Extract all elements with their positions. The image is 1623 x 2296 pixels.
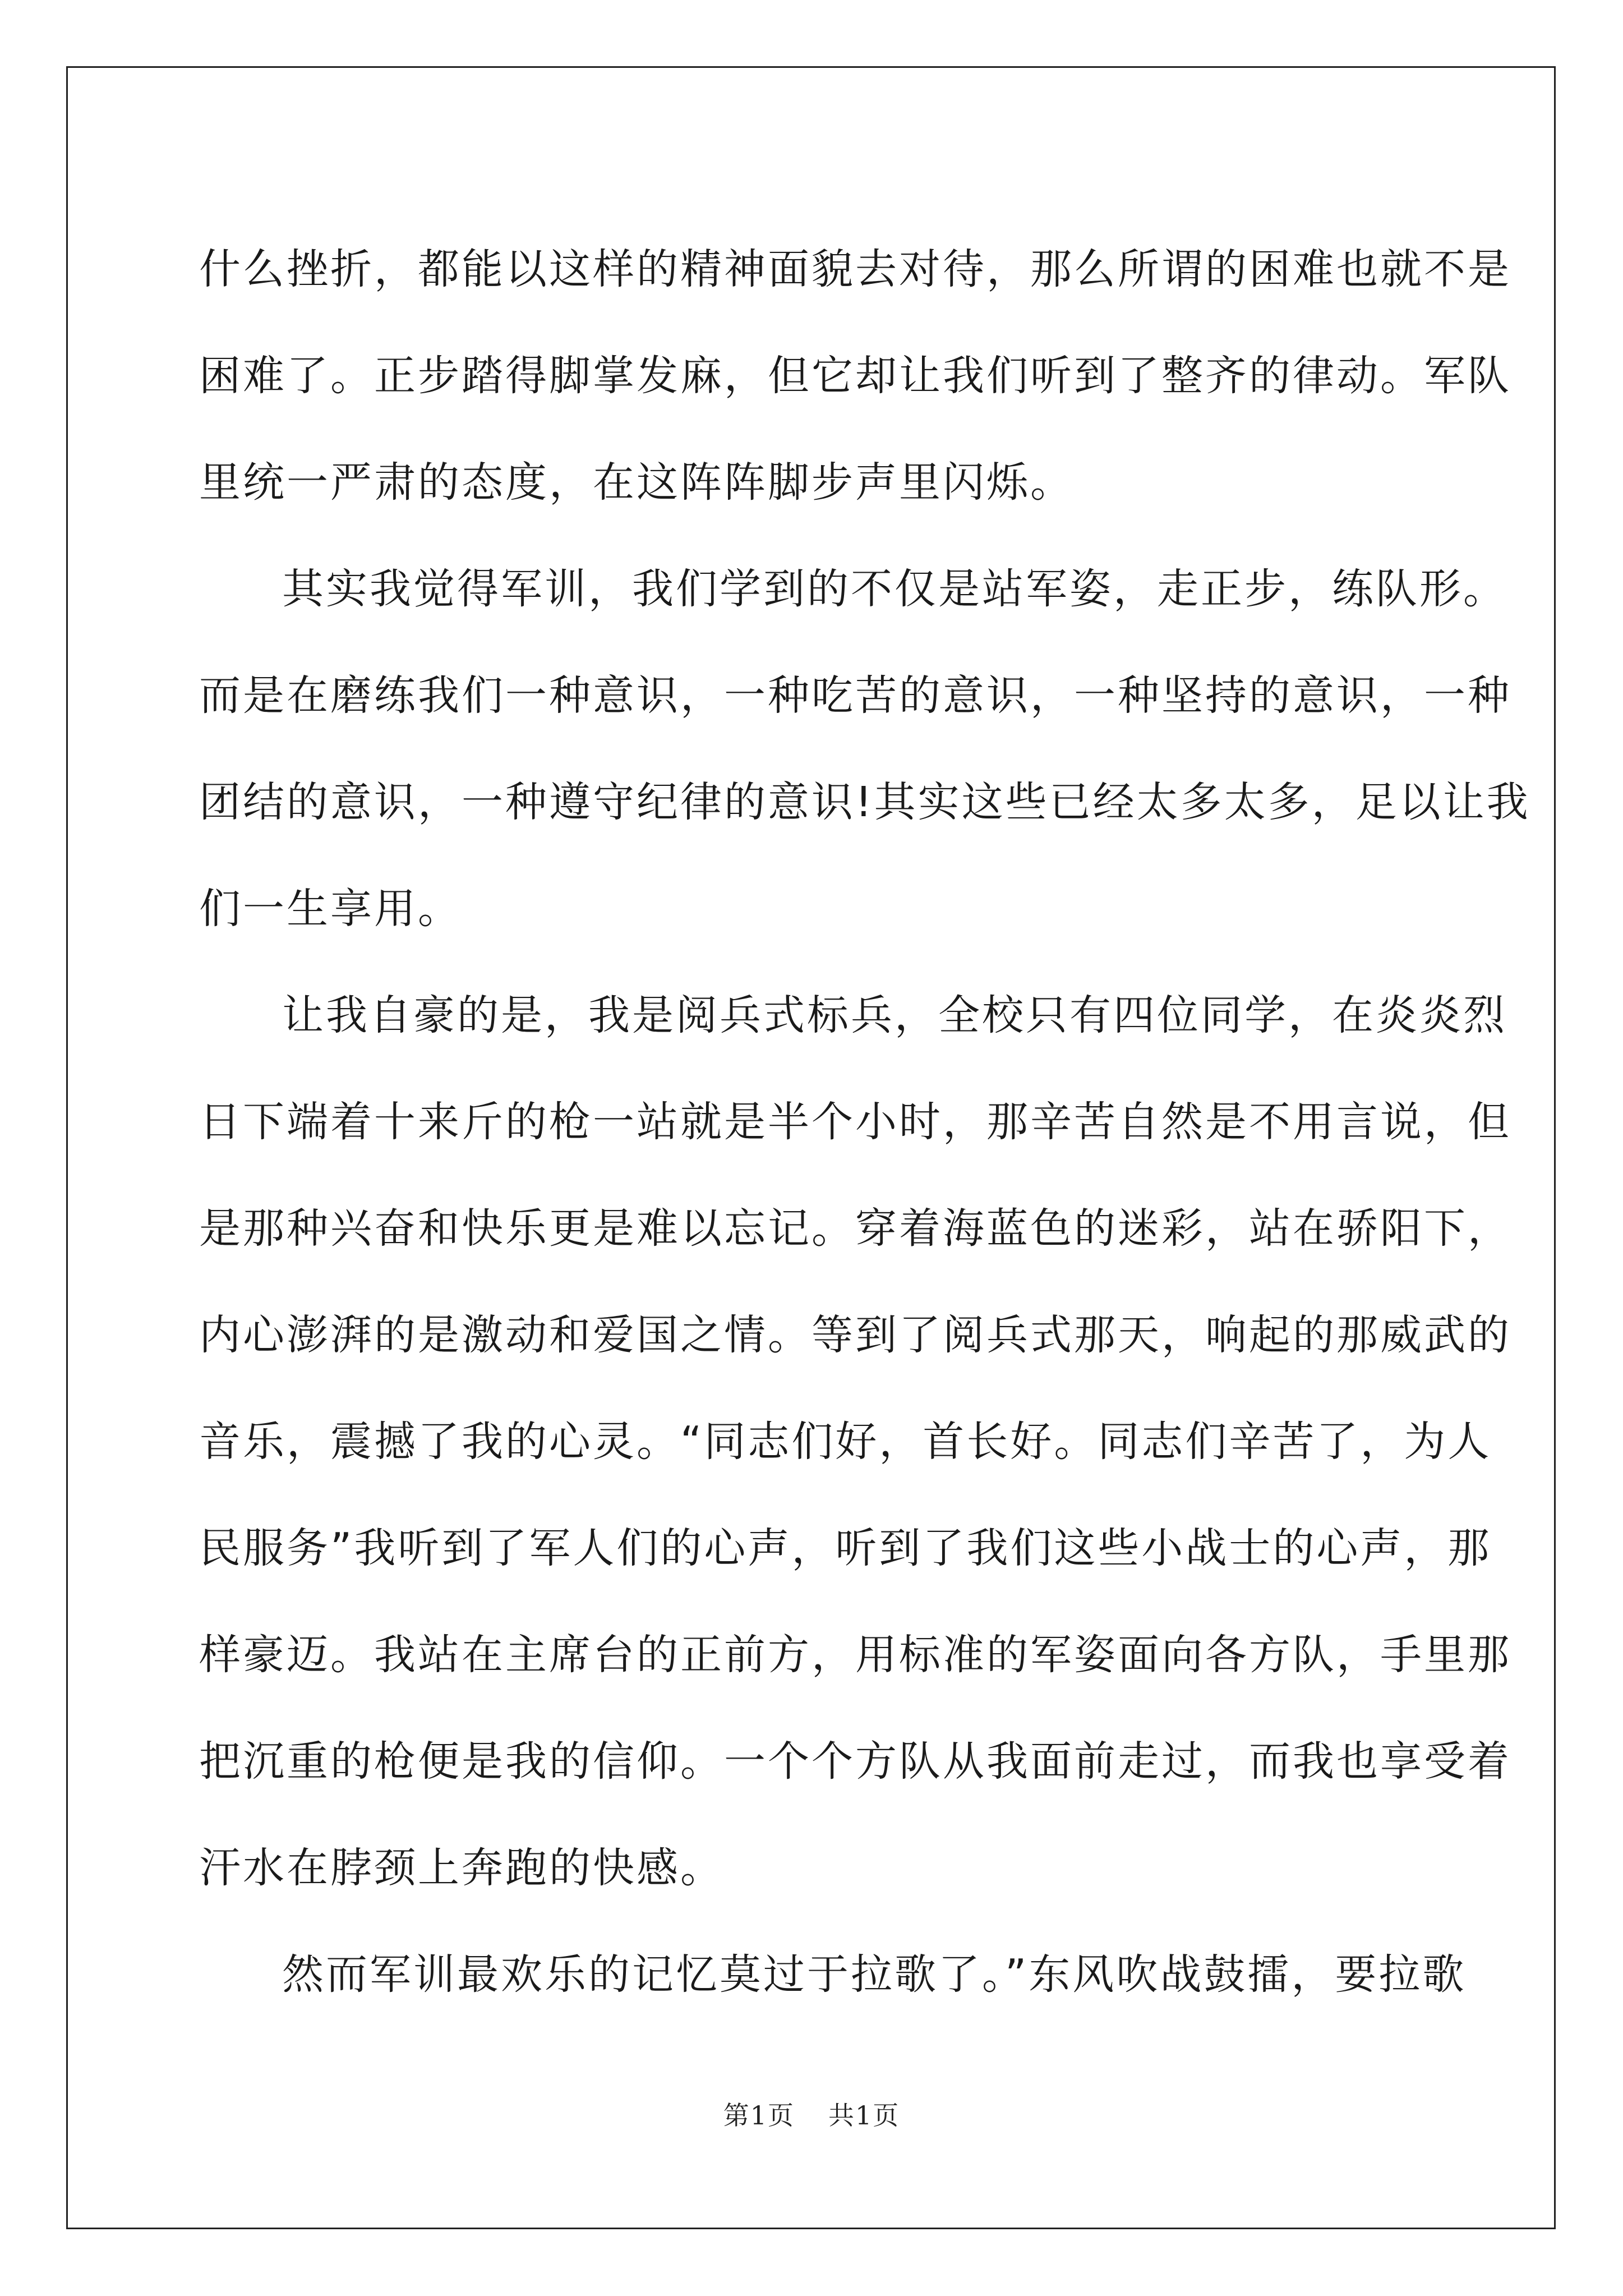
text-line: 们一生享用。 — [199, 885, 462, 933]
text-line: 把沉重的枪便是我的信仰。一个个方队从我面前走过，而我也享受着 — [199, 1737, 1511, 1786]
text-line: 汗水在脖颈上奔跑的快感。 — [199, 1844, 724, 1892]
paragraph-start-line: 让我自豪的是，我是阅兵式标兵，全校只有四位同学，在炎炎烈 — [282, 991, 1507, 1039]
page-number-total: 共1页 — [828, 2100, 900, 2131]
text-line: 什么挫折，都能以这样的精神面貌去对待，那么所谓的困难也就不是 — [199, 245, 1511, 293]
text-line: 内心澎湃的是激动和爱国之情。等到了阅兵式那天，响起的那威武的 — [199, 1311, 1511, 1359]
text-line: 民服务”我听到了军人们的心声，听到了我们这些小战士的心声，那 — [199, 1524, 1492, 1572]
text-line: 样豪迈。我站在主席台的正前方，用标准的军姿面向各方队，手里那 — [199, 1631, 1511, 1679]
text-line: 困难了。正步踏得脚掌发麻，但它却让我们听到了整齐的律动。军队 — [199, 352, 1511, 400]
text-line: 团结的意识，一种遵守纪律的意识!其实这些已经太多太多，足以让我 — [199, 778, 1530, 826]
text-line: 音乐，震撼了我的心灵。“同志们好，首长好。同志们辛苦了，为人 — [199, 1418, 1492, 1466]
document-body — [199, 216, 1530, 2028]
page-footer — [0, 2095, 1623, 2132]
page-number-current: 第1页 — [723, 2100, 795, 2131]
paragraph-start-line: 然而军训最欢乐的记忆莫过于拉歌了。”东风吹战鼓擂，要拉歌 — [282, 1950, 1467, 1999]
paragraph-start-line: 其实我觉得军训，我们学到的不仅是站军姿，走正步，练队形。 — [282, 565, 1507, 613]
text-line: 里统一严肃的态度，在这阵阵脚步声里闪烁。 — [199, 458, 1074, 507]
text-line: 是那种兴奋和快乐更是难以忘记。穿着海蓝色的迷彩，站在骄阳下， — [199, 1204, 1511, 1253]
text-line: 日下端着十来斤的枪一站就是半个小时，那辛苦自然是不用言说，但 — [199, 1098, 1511, 1146]
text-line: 而是在磨练我们一种意识，一种吃苦的意识，一种坚持的意识，一种 — [199, 671, 1511, 720]
